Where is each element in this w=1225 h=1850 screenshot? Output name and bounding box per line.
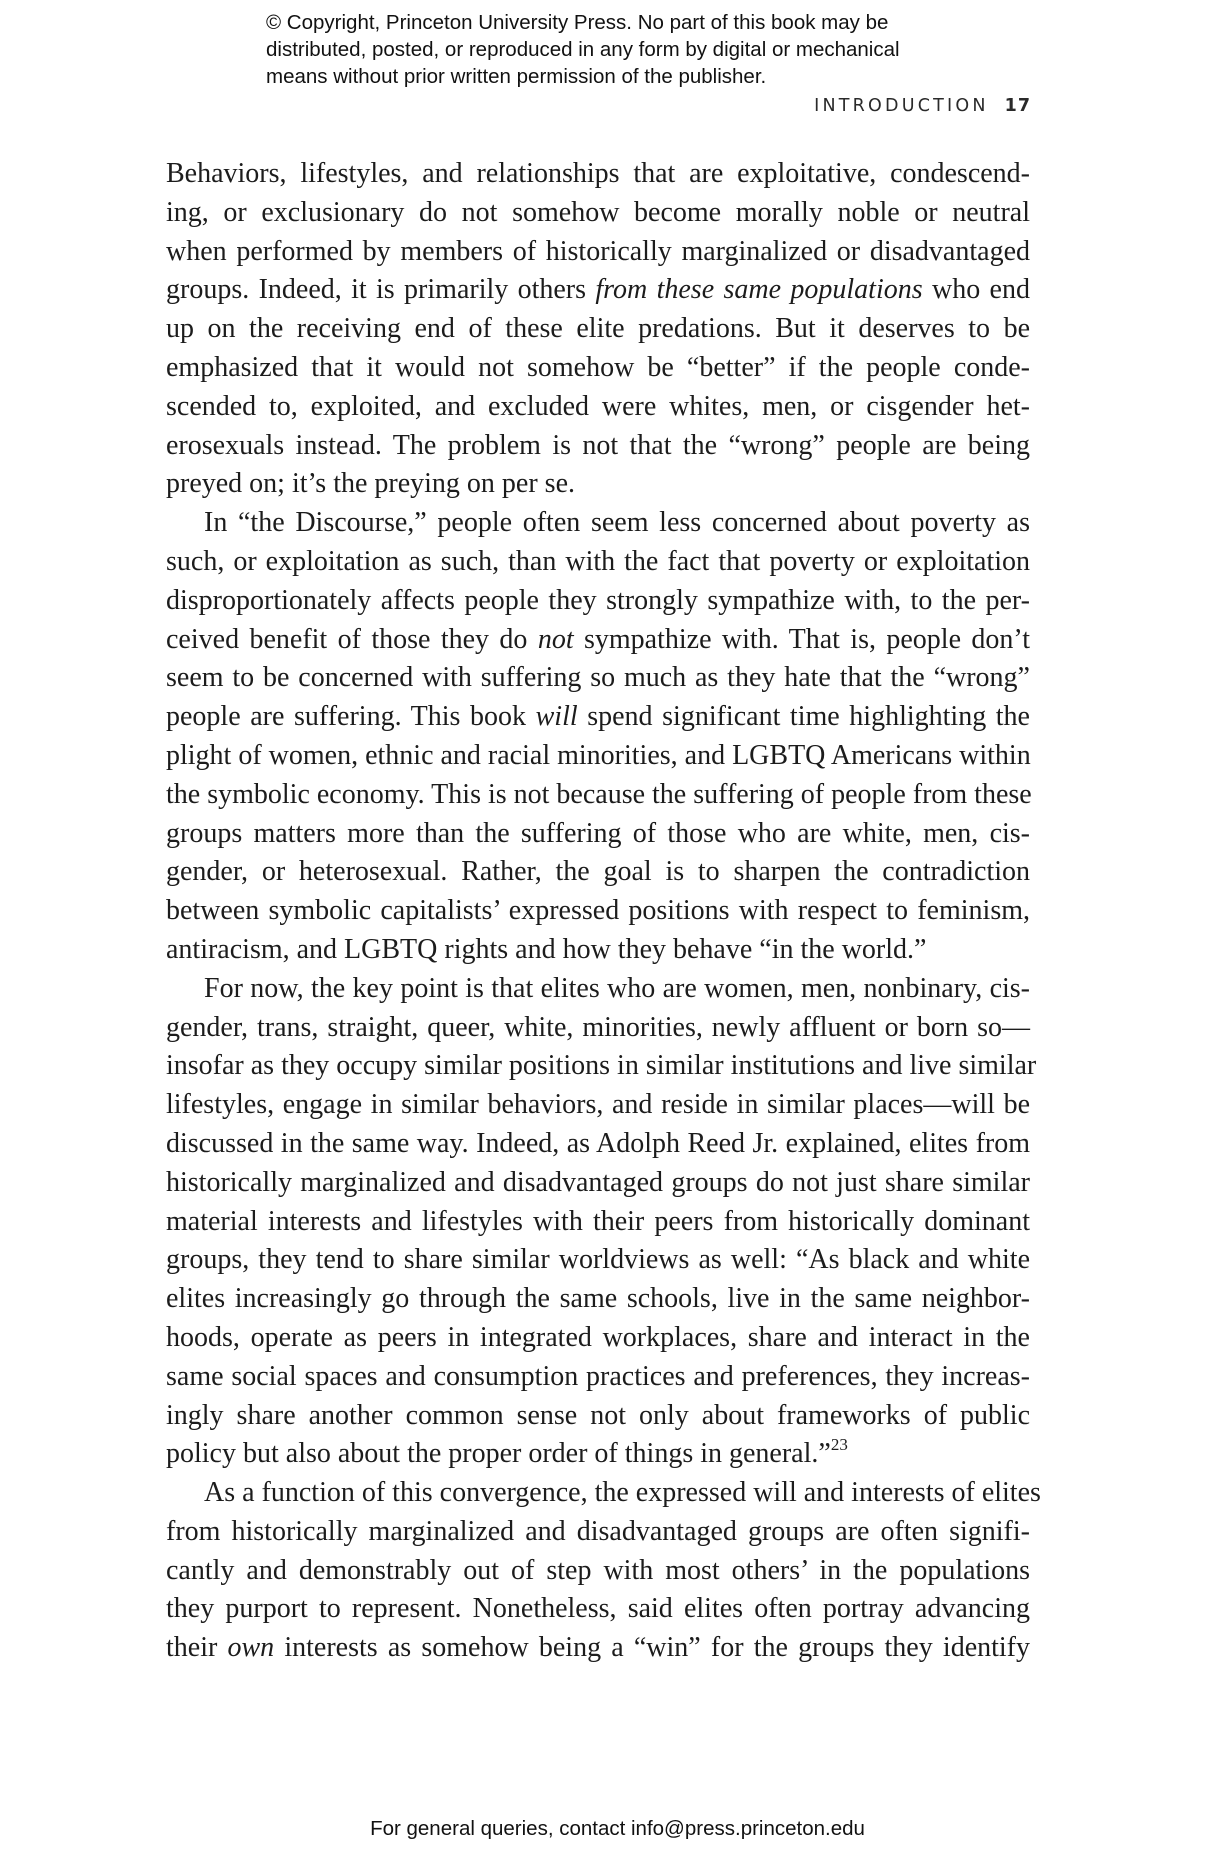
copyright-line: means without prior written permission of the publisher. <box>266 65 767 88</box>
text-line: ingly share another common sense not only about frameworks of public <box>166 1399 1030 1431</box>
text-line: insofar as they occupy similar positions in similar institutions and live similar <box>166 1050 1037 1082</box>
text-line: plight of women, ethnic and racial minorities, and LGBTQ Americans within <box>166 739 1031 771</box>
text-line: groups matters more than the suffering of those who are white, men, cis- <box>166 817 1030 849</box>
text-line: hoods, operate as peers in integrated workplaces, share and interact in the <box>166 1321 1030 1353</box>
text-line: ceived benefit of those they do not sympathize with. That is, people don’t <box>166 623 1031 655</box>
text-line: As a function of this convergence, the expressed will and interests of elites <box>204 1477 1041 1509</box>
copyright-line: © Copyright, Princeton University Press. No part of this book may be <box>266 11 889 34</box>
text-line: discussed in the same way. Indeed, as Adolph Reed Jr. explained, elites from <box>166 1127 1030 1159</box>
emphasis: own <box>227 1632 275 1664</box>
text-line: between symbolic capitalists’ expressed positions with respect to feminism, <box>166 895 1030 927</box>
text-line: people are suffering. This book will spend significant time highlighting the <box>166 701 1030 733</box>
text-line: For now, the key point is that elites who are women, men, nonbinary, cis- <box>204 972 1030 1004</box>
emphasis: will <box>535 701 578 733</box>
text-line: material interests and lifestyles with their peers from historically dominant <box>166 1205 1030 1237</box>
text-line: up on the receiving end of these elite predations. But it deserves to be <box>166 313 1030 345</box>
emphasis: from these same populations <box>595 274 923 306</box>
text-line: Behaviors, lifestyles, and relationships that are exploitative, condescend- <box>166 158 1030 189</box>
paragraph <box>166 970 1037 1474</box>
text-line: emphasized that it would not somehow be “better” if the people conde- <box>166 351 1030 383</box>
text-line: when performed by members of historically marginalized or disadvantaged <box>166 235 1030 267</box>
text-line: ing, or exclusionary do not somehow become morally noble or neutral <box>166 196 1030 228</box>
page-number: 17 <box>1004 96 1031 116</box>
text-line: antiracism, and LGBTQ rights and how they behave “in the world.” <box>166 933 927 965</box>
text-line: scended to, exploited, and excluded were whites, men, or cisgender het- <box>166 390 1030 422</box>
paragraph <box>166 1474 1041 1668</box>
copyright-notice <box>266 9 1026 90</box>
text-line: groups, they tend to share similar worldviews as well: “As black and white <box>166 1244 1030 1276</box>
footer-contact: For general queries, contact info@press.princeton.edu <box>370 1817 865 1840</box>
text-line: erosexuals instead. The problem is not that the “wrong” people are being <box>166 429 1030 461</box>
text-line: same social spaces and consumption practices and preferences, they increas- <box>166 1360 1030 1392</box>
running-head <box>814 96 1031 116</box>
body-text <box>166 155 1041 1668</box>
text-line: groups. Indeed, it is primarily others from these same populations who end <box>166 274 1030 306</box>
paragraph <box>166 504 1030 970</box>
text-line: historically marginalized and disadvantaged groups do not just share similar <box>166 1166 1030 1198</box>
text-line: elites increasingly go through the same schools, live in the same neighbor- <box>166 1283 1030 1315</box>
text-line: lifestyles, engage in similar behaviors, and reside in similar places—will be <box>166 1089 1030 1121</box>
text-line: cantly and demonstrably out of step with most others’ in the populations <box>166 1554 1030 1586</box>
text-line: they purport to represent. Nonetheless, said elites often portray advancing <box>166 1593 1030 1625</box>
text-line: disproportionately affects people they strongly sympathize with, to the per- <box>166 584 1030 616</box>
text-line: gender, or heterosexual. Rather, the goal is to sharpen the contradiction <box>166 856 1030 888</box>
text-line: preyed on; it’s the preying on per se. <box>166 468 576 500</box>
paragraph <box>166 155 1030 504</box>
text-line: policy but also about the proper order of things in general.”$^{23}$ <box>166 1435 848 1470</box>
text-line: In “the Discourse,” people often seem less concerned about poverty as <box>204 507 1030 539</box>
emphasis: not <box>537 623 574 655</box>
text-line: seem to be concerned with suffering so much as they hate that the “wrong” <box>166 662 1030 694</box>
text-line: gender, trans, straight, queer, white, minorities, newly affluent or born so— <box>166 1011 1030 1043</box>
text-line: the symbolic economy. This is not because the suffering of people from these <box>166 778 1032 810</box>
text-line: their own interests as somehow being a “win” for the groups they identify <box>166 1632 1031 1664</box>
footnote-reference[interactable]: 23 <box>830 1435 848 1455</box>
text-line: from historically marginalized and disadvantaged groups are often signifi- <box>166 1515 1030 1547</box>
running-head-section: INTRODUCTION <box>814 96 989 116</box>
text-line: such, or exploitation as such, than with the fact that poverty or exploitation <box>166 545 1030 577</box>
copyright-line: distributed, posted, or reproduced in any form by digital or mechanical <box>266 38 900 61</box>
